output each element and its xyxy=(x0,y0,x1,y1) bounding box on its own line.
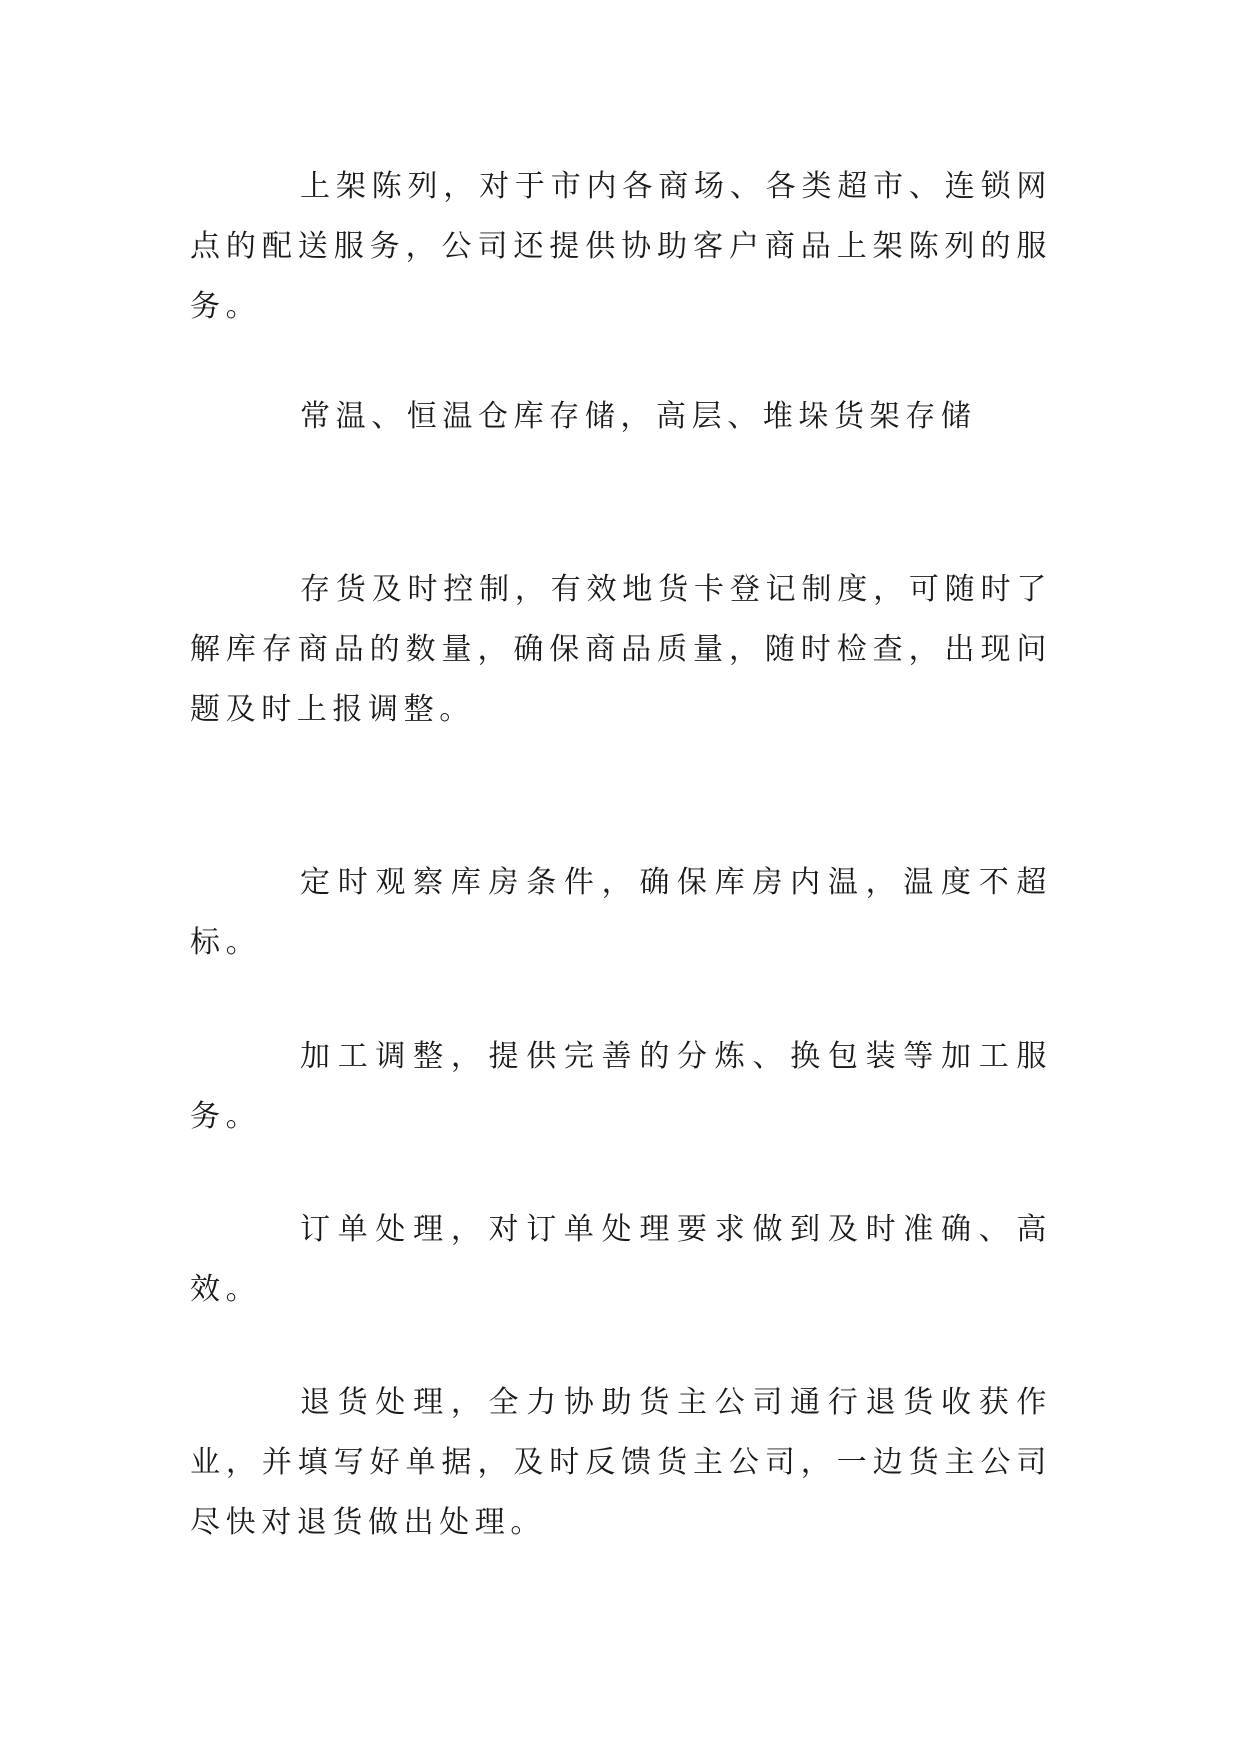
paragraph-storage-conditions: 定时观察库房条件，确保库房内温，温度不超标。 xyxy=(190,865,1052,960)
paragraph-order-processing: 订单处理，对订单处理要求做到及时准确、高效。 xyxy=(190,1212,1052,1307)
paragraph-shelving-display: 上架陈列，对于市内各商场、各类超市、连锁网点的配送服务，公司还提供协助客户商品上架陈列的服务。 xyxy=(190,169,1052,324)
paragraph-returns-processing: 退货处理，全力协助货主公司通行退货收获作业，并填写好单据，及时反馈货主公司，一边货主公司尽快对退货做出处理。 xyxy=(190,1385,1052,1540)
paragraph-inventory-control: 存货及时控制，有效地货卡登记制度，可随时了解库存商品的数量，确保商品质量，随时检查，出现问题及时上报调整。 xyxy=(190,572,1052,727)
paragraph-processing: 加工调整，提供完善的分炼、换包装等加工服务。 xyxy=(190,1039,1052,1134)
paragraph-warehouse-storage: 常温、恒温仓库存储，高层、堆垛货架存储 xyxy=(300,399,977,434)
